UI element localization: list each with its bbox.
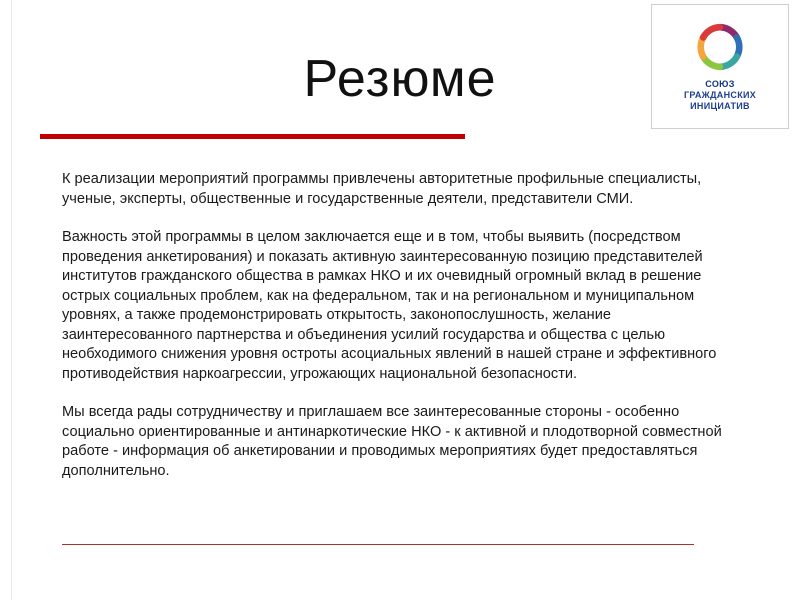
logo-wordmark-line1: СОЮЗ bbox=[705, 79, 735, 89]
paragraph-2: Важность этой программы в целом заключается еще и в том, чтобы выявить (посредством проведения анкетирования) и показать активную заинтересованную позицию представителей институтов гражданского общества в рамках НКО и их очевидный огромный вклад в решение острых социальных проблем, как на федеральном, так и на региональном и муниципальном уровнях, а также продемонстрировать открытость, законопослушность, желание заинтересованного партнерства и объединения усилий государства и общества с целью необходимого снижения уровня остроты асоциальных явлений в нашей стране и эффективного противодействия наркоагрессии, угрожающих национальной безопасности. bbox=[62, 229, 717, 382]
logo-wordmark-line2: ГРАЖДАНСКИХ bbox=[683, 90, 757, 100]
title-underline-rule bbox=[40, 134, 465, 139]
slide-body-text bbox=[62, 170, 730, 481]
logo-wordmark-line3: ИНИЦИАТИВ bbox=[690, 101, 750, 111]
paragraph-1: К реализации мероприятий программы привлечены авторитетные профильные специалисты, ученые, эксперты, общественные и государственные деятели, представители СМИ. bbox=[62, 171, 702, 207]
bottom-divider-rule bbox=[62, 544, 694, 545]
paragraph-3: Мы всегда рады сотрудничеству и приглашаем все заинтересованные стороны - особенно социально ориентированные и антинаркотические НКО - к активной и плодотворной совместной работе - информация об анкетировании и проводимых мероприятиях будет предоставляться дополнительно. bbox=[62, 404, 722, 479]
page-title: Резюме bbox=[303, 50, 497, 108]
